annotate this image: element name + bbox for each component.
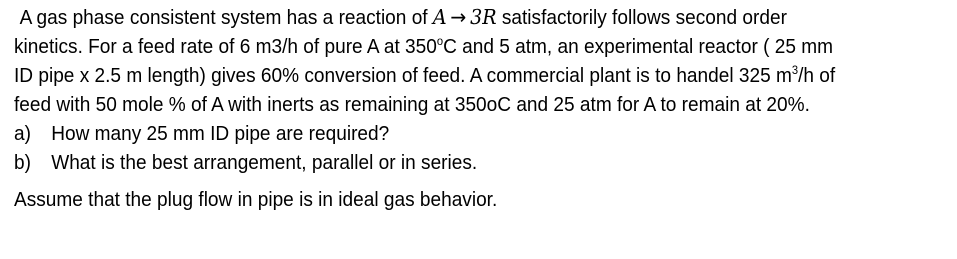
assumption-text: Assume that the plug flow in pipe is in ideal gas behavior. bbox=[14, 188, 498, 211]
problem-text: /h of bbox=[798, 64, 836, 87]
problem-line-4 bbox=[14, 90, 884, 119]
problem-line-3 bbox=[14, 61, 884, 90]
problem-document bbox=[14, 3, 950, 214]
problem-text: feed with 50 mole % of A with inerts as remaining at 350oC and 25 atm for A to remain at 20%. bbox=[14, 93, 810, 116]
reaction-arrow: → bbox=[450, 5, 467, 29]
problem-line-1 bbox=[14, 3, 884, 32]
problem-line-2 bbox=[14, 32, 884, 61]
problem-text: satisfactorily follows second order bbox=[496, 6, 787, 29]
question-text: How many 25 mm ID pipe are required? bbox=[51, 122, 390, 145]
problem-text: A gas phase consistent system has a reaction of bbox=[19, 6, 433, 29]
paragraph-gap bbox=[14, 177, 950, 185]
assumption-line bbox=[14, 185, 884, 214]
product-symbol: 3R bbox=[470, 5, 497, 29]
degree-superscript: o bbox=[436, 34, 444, 48]
problem-text: ID pipe x 2.5 m length) gives 60% conversion of feed. A commercial plant is to handel 325 m bbox=[14, 64, 792, 87]
problem-text: C and 5 atm, an experimental reactor ( 25 mm bbox=[443, 35, 834, 58]
question-b bbox=[14, 148, 884, 177]
question-text: What is the best arrangement, parallel or in series. bbox=[51, 151, 478, 174]
question-marker: a) bbox=[14, 122, 31, 145]
question-a bbox=[14, 119, 884, 148]
question-marker: b) bbox=[14, 151, 31, 174]
cubic-superscript: 3 bbox=[791, 63, 799, 77]
reactant-symbol: A bbox=[432, 5, 447, 29]
problem-text: kinetics. For a feed rate of 6 m3/h of pure A at 350 bbox=[14, 35, 437, 58]
